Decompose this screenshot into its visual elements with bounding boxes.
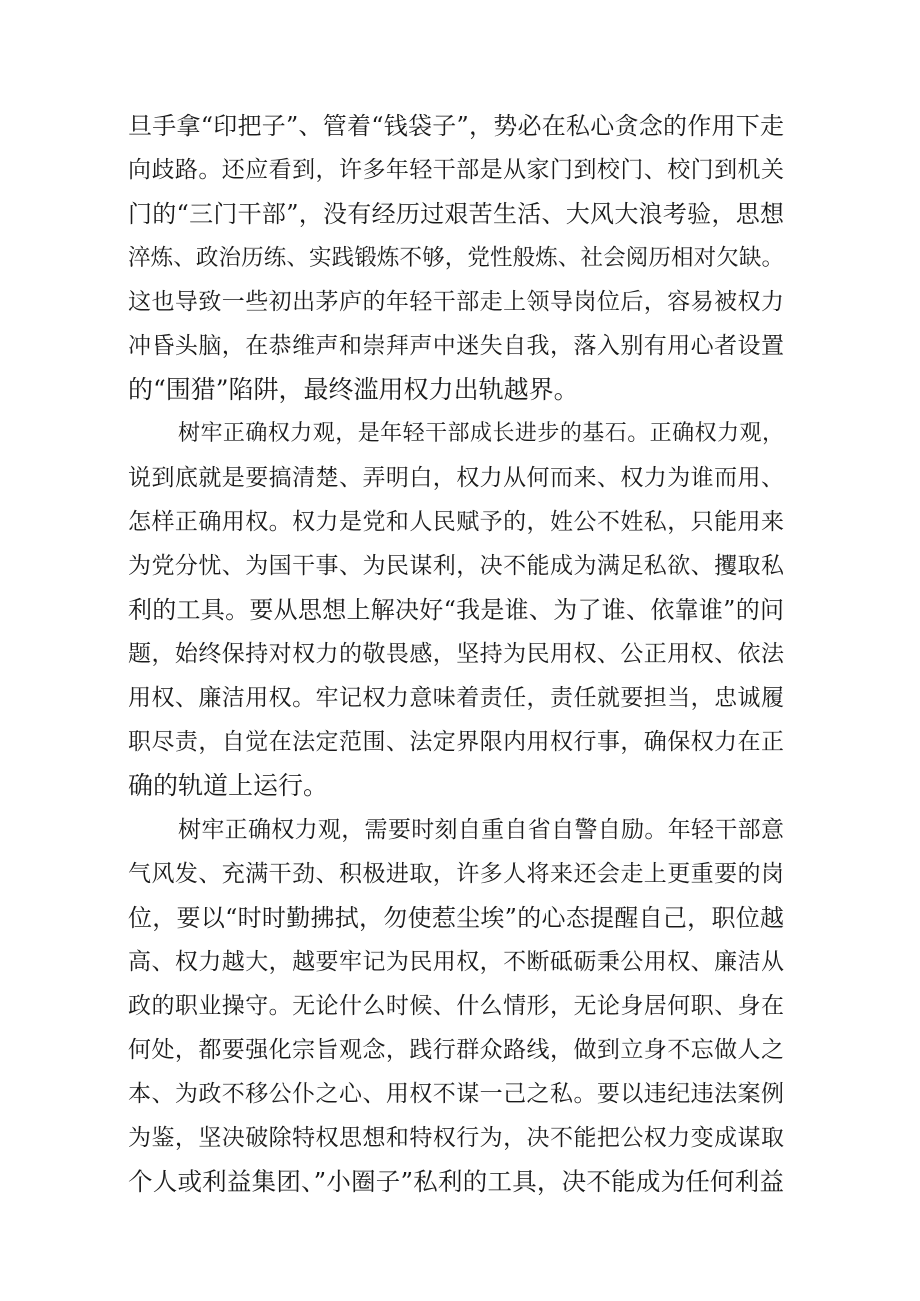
paragraph-2 — [128, 412, 784, 808]
text-line: 说到底就是要搞清楚、弄明白，权力从何而来、权力为谁而用、 — [128, 465, 784, 491]
text-line: 确的轨道上运行。 — [128, 771, 329, 800]
text-line: 题，始终保持对权力的敬畏感，坚持为民用权、公正用权、依法 — [128, 641, 784, 667]
text-line: 旦手拿“印把子”、管着“钱袋子”，势必在私心贪念的作用下走 — [128, 112, 784, 140]
text-line: 职尽责，自觉在法定范围、法定界限内用权行事，确保权力在正 — [128, 729, 784, 755]
text-line: 的“围猎”陷阱，最终滥用权力出轨越界。 — [128, 375, 579, 404]
text-line: 何处，都要强化宗旨观念，践行群众路线，做到立身不忘做人之 — [128, 1037, 784, 1063]
text-line: 树牢正确权力观，是年轻干部成长进步的基石。正确权力观， — [178, 421, 784, 446]
paragraph-1 — [128, 104, 784, 412]
text-line: 高、权力越大，越要牢记为民用权，不断砥砺秉公用权、廉洁从 — [128, 949, 784, 975]
text-line: 利的工具。要从思想上解决好“我是谁、为了谁、依靠谁”的问 — [128, 596, 784, 624]
text-line: 冲昏头脑，在恭维声和崇拜声中迷失自我，落入别有用心者设置 — [128, 333, 784, 359]
text-line: 气风发、充满干劲、积极进取，许多人将来还会走上更重要的岗 — [128, 861, 784, 887]
text-line: 本、为政不移公仆之心、用权不谋一己之私。要以违纪违法案例 — [128, 1081, 784, 1107]
text-line: 门的“三门干部”，没有经历过艰苦生活、大风大浪考验，思想 — [128, 200, 784, 228]
text-line: 这也导致一些初出茅庐的年轻干部走上领导岗位后，容易被权力 — [128, 289, 784, 315]
text-line: 为鉴，坚决破除特权思想和特权行为，决不能把公权力变成谋取 — [128, 1125, 784, 1151]
text-line: 淬炼、政治历练、实践锻炼不够，党性般炼、社会阅历相对欠缺。 — [128, 245, 784, 271]
text-line: 向歧路。还应看到，许多年轻干部是从家门到校门、校门到机关 — [128, 157, 784, 183]
text-line: 怎样正确用权。权力是党和人民赋予的，姓公不姓私，只能用来 — [128, 509, 784, 535]
document-body — [128, 104, 784, 1204]
text-line: 树牢正确权力观，需要时刻自重自省自警自励。年轻干部意 — [178, 817, 784, 843]
paragraph-3 — [128, 808, 784, 1204]
text-line: 政的职业操守。无论什么时候、什么情形，无论身居何职、身在 — [128, 993, 784, 1019]
text-line: 个人或利益集团、”小圈子”私利的工具，决不能成为任何利益 — [128, 1167, 784, 1196]
text-line: 位，要以“时时勤拂拭，勿使惹尘埃”的心态提醒自己，职位越 — [128, 904, 784, 932]
text-line: 为党分忧、为国干事、为民谋利，决不能成为满足私欲、攫取私 — [128, 553, 784, 579]
text-line: 用权、廉洁用权。牢记权力意味着责任，责任就要担当，忠诚履 — [128, 685, 784, 711]
